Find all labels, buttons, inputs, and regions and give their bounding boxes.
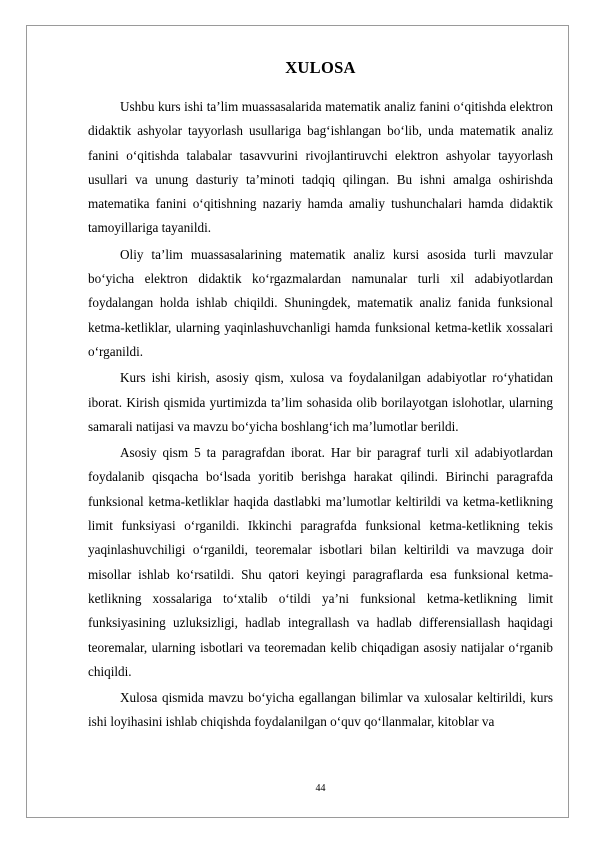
paragraph-1: Ushbu kurs ishi ta’lim muassasalarida matematik analiz fanini o‘qitishda elektron didaktik ashyolar tayyorlash usullariga bag‘ishlangan bo‘lib, unda matematik analiz fanini o‘qitishda talabalar tasavvurini rivojlantiruvchi elektron ashyolar tayyorlash usullari va unung dasturiy ta’minoti tadqiq qilingan. Bu ishni amalga oshirishda matematika fanini o‘qitishning nazariy hamda amaliy tushunchalari hamda didaktik tamoyillariga tayanildi. <box>88 99 553 236</box>
paragraph-4: Asosiy qism 5 ta paragrafdan iborat. Har bir paragraf turli xil adabiyotlardan foydalanib qisqacha bo‘lsada yoritib berishga harakat qilindi. Birinchi paragrafda funksional ketma-ketliklar haqida dastlabki ma’lumotlar keltirildi va ketma-ketlikning limit funksiyasi o‘rganildi. Ikkinchi paragrafda funksional ketma-ketlikning tekis yaqinlashuvchiligi o‘rganildi, teoremalar isbotlari bilan keltirildi va mavzuga doir misollar ishlab ko‘rsatildi. Shu qatori keyingi paragraflarda esa funksional ketma-ketlikning xossalariga to‘xtalib o‘tildi ya’ni funksional ketma-ketlikning limit funksiyasining uzluksizligi, hadlab integrallash va hadlab differensiallash haqidagi teoremalar, ularning isbotlari va teoremadan kelib chiqadigan asosiy natijalar o‘rganib chiqildi. <box>88 445 553 679</box>
paragraph-3: Kurs ishi kirish, asosiy qism, xulosa va foydalanilgan adabiyotlar ro‘yhatidan iborat. Kirish qismida yurtimizda ta’lim sohasida olib borilayotgan islohotlar, ularning samarali natijasi va mavzu bo‘yicha boshlang‘ich ma’lumotlar berildi. <box>88 370 553 434</box>
page-number: 44 <box>315 783 326 794</box>
section-title: XULOSA <box>285 58 356 77</box>
body-text <box>88 95 553 737</box>
paragraph-5: Xulosa qismida mavzu bo‘yicha egallangan bilimlar va xulosalar keltirildi, kurs ishi loyihasini ishlab chiqishda foydalanilgan o‘quv qo‘llanmalar, kitoblar va <box>88 690 553 730</box>
paragraph-2: Oliy ta’lim muassasalarining matematik analiz kursi asosida turli mavzular bo‘yicha elektron didaktik ko‘rgazmalardan namunalar turli xil adabiyotlardan foydalangan holda ishlab chiqildi. Shuningdek, matematik analiz fanida funksional ketma-ketliklar, ularning yaqinlashuvchanligi hamda funksional ketma-ketlik xossalari o‘rganildi. <box>88 246 553 359</box>
